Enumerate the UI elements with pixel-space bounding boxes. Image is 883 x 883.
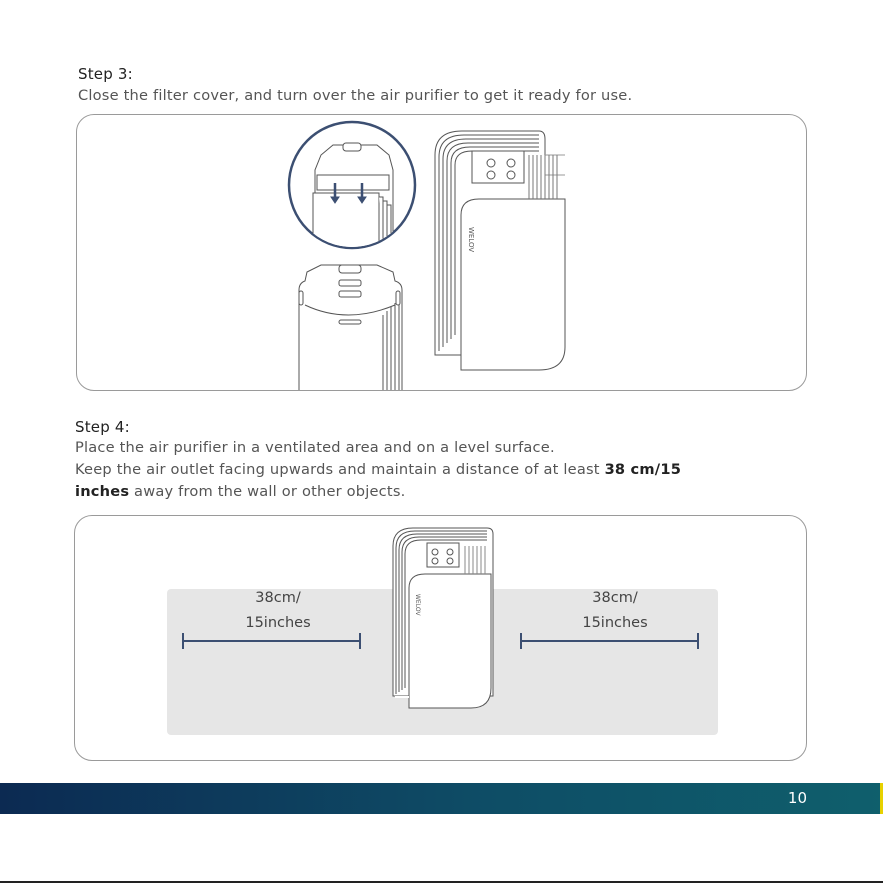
- filter-cover-illustration: [77, 115, 806, 390]
- step-4-line-3: [75, 481, 405, 503]
- step-4-title: Step 4:: [75, 418, 130, 436]
- step-4-line-2: [75, 459, 681, 481]
- open-purifier-drawing: [299, 265, 402, 390]
- step-4-distance-bold: 38 cm/15: [604, 461, 682, 478]
- step-4-line-3-text: away from the wall or other objects.: [129, 483, 406, 500]
- step-4-line-2-text: Keep the air outlet facing upwards and maintain a distance of at least: [75, 461, 605, 478]
- right-distance-line: [521, 633, 698, 649]
- step-4-inches-bold: inches: [75, 483, 130, 500]
- placement-illustration: [75, 516, 806, 760]
- right-distance-label-line-2: 15inches: [582, 615, 648, 631]
- left-distance-line: [183, 633, 360, 649]
- step-3-text: Close the filter cover, and turn over the air purifier to get it ready for use.: [78, 87, 633, 104]
- step-4-line-1: Place the air purifier in a ventilated area and on a level surface.: [75, 439, 555, 456]
- step-3-illustration-panel: [76, 114, 807, 391]
- left-distance-label-line-2: 15inches: [245, 615, 311, 631]
- step-3-title: Step 3:: [78, 65, 133, 83]
- right-distance-label-line-1: 38cm/: [592, 590, 638, 606]
- left-distance-label-line-1: 38cm/: [255, 590, 301, 606]
- assembled-purifier-drawing: [435, 131, 565, 370]
- page-number: 10: [787, 789, 807, 807]
- step-4-illustration-panel: [74, 515, 807, 761]
- brand-logo: WELOV: [467, 227, 475, 253]
- zoom-circle-detail: [289, 122, 415, 250]
- brand-logo: WELOV: [414, 594, 421, 616]
- footer-bar: [0, 783, 883, 814]
- purifier-drawing: [393, 528, 493, 708]
